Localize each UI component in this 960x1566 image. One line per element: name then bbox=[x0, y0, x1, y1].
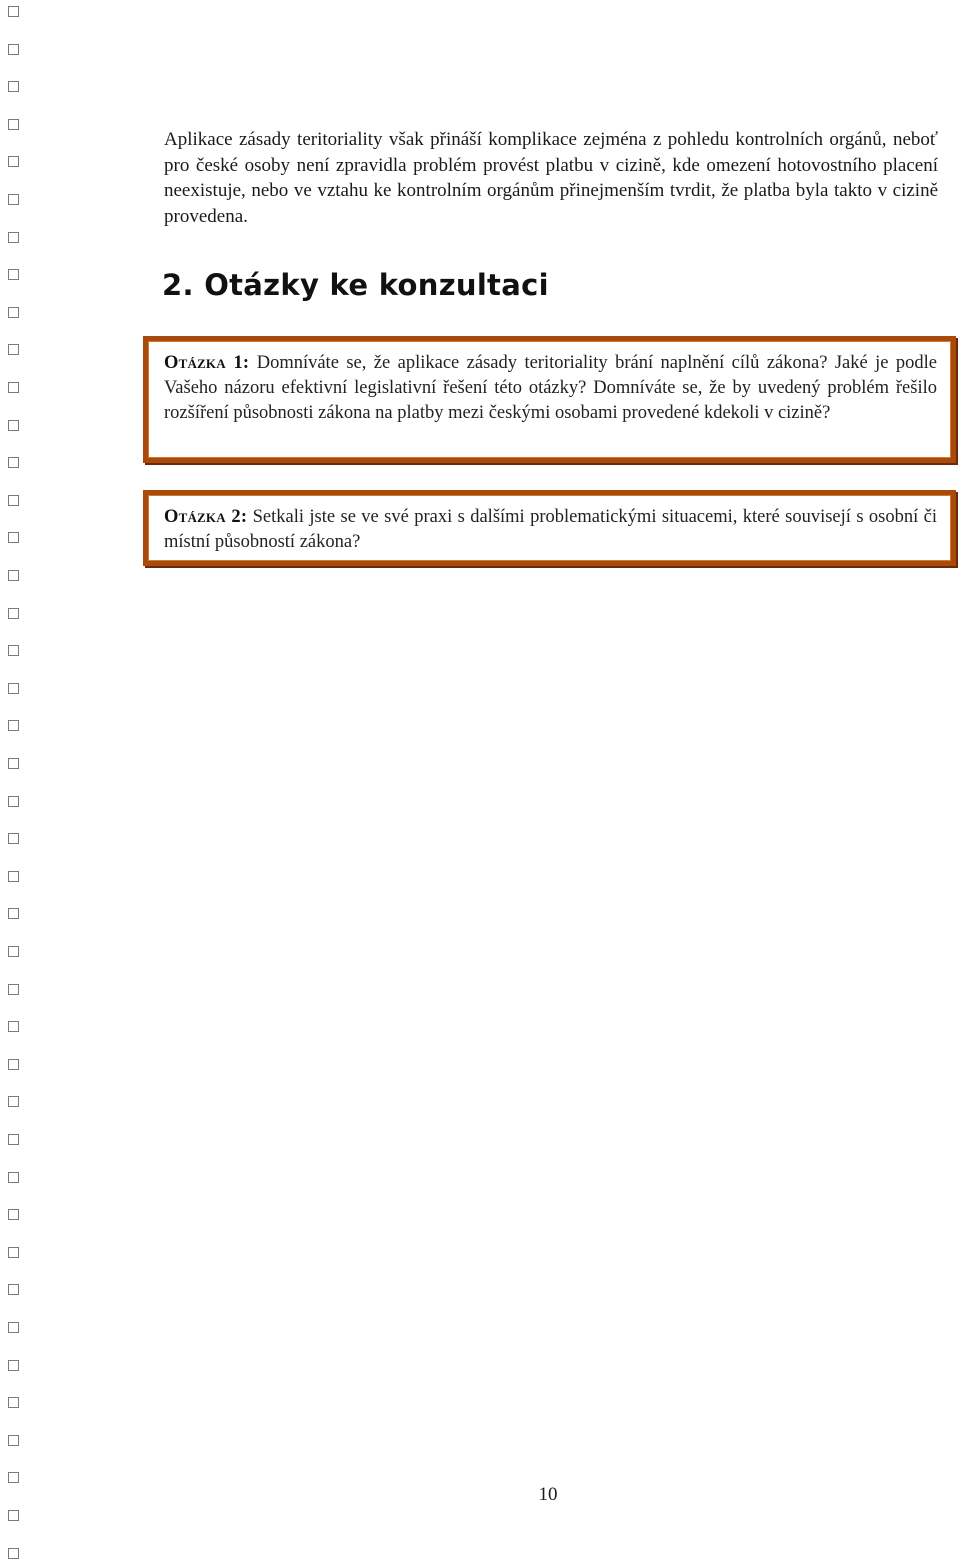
margin-square bbox=[8, 645, 19, 656]
margin-square bbox=[8, 232, 19, 243]
margin-square bbox=[8, 720, 19, 731]
margin-square bbox=[8, 1472, 19, 1483]
margin-square bbox=[8, 1397, 19, 1408]
margin-square bbox=[8, 532, 19, 543]
margin-square bbox=[8, 1059, 19, 1070]
margin-square bbox=[8, 81, 19, 92]
margin-square bbox=[8, 307, 19, 318]
margin-square bbox=[8, 1247, 19, 1258]
margin-square bbox=[8, 683, 19, 694]
margin-square bbox=[8, 457, 19, 468]
margin-square bbox=[8, 1134, 19, 1145]
margin-square bbox=[8, 608, 19, 619]
margin-bullet-column bbox=[0, 0, 30, 1566]
margin-square bbox=[8, 1209, 19, 1220]
margin-square bbox=[8, 871, 19, 882]
margin-square bbox=[8, 1322, 19, 1333]
margin-square bbox=[8, 156, 19, 167]
margin-square bbox=[8, 570, 19, 581]
margin-square bbox=[8, 796, 19, 807]
margin-square bbox=[8, 1435, 19, 1446]
margin-square bbox=[8, 44, 19, 55]
margin-square bbox=[8, 1360, 19, 1371]
page-number: 10 bbox=[538, 1484, 558, 1505]
question-1-body: Domníváte se, že aplikace zásady teritoriality brání naplnění cílů zákona? Jaké je podle Vašeho názoru efektivní legislativní řešení této otázky? Domníváte se, že by uvedený problém řešilo rozšíření působnosti zákona na platby mezi českými osobami provedené kdekoli v cizině? bbox=[164, 353, 938, 423]
margin-square bbox=[8, 382, 19, 393]
intro-paragraph: Aplikace zásady teritoriality však přináší komplikace zejména z pohledu kontrolních orgánů, neboť pro české osoby není zpravidla problém provést platbu v cizině, kde omezení hotovostního placení neexistuje, nebo ve vztahu ke kontrolním orgánům přinejmenším tvrdit, že platba byla takto v cizině provedena. bbox=[164, 129, 938, 227]
question-2-text bbox=[164, 505, 937, 555]
question-box-1 bbox=[143, 336, 956, 463]
margin-square bbox=[8, 1548, 19, 1559]
question-2-label: Otázka 2: bbox=[164, 507, 248, 527]
margin-square bbox=[8, 758, 19, 769]
margin-square bbox=[8, 344, 19, 355]
margin-square bbox=[8, 984, 19, 995]
margin-square bbox=[8, 194, 19, 205]
question-1-label: Otázka 1: bbox=[164, 353, 250, 373]
margin-square bbox=[8, 420, 19, 431]
section-heading: 2. Otázky ke konzultaci bbox=[162, 268, 549, 302]
margin-square bbox=[8, 1284, 19, 1295]
margin-square bbox=[8, 1021, 19, 1032]
margin-square bbox=[8, 833, 19, 844]
margin-square bbox=[8, 1096, 19, 1107]
margin-square bbox=[8, 1510, 19, 1521]
margin-square bbox=[8, 119, 19, 130]
margin-square bbox=[8, 908, 19, 919]
margin-square bbox=[8, 269, 19, 280]
question-2-body: Setkali jste se ve své praxi s dalšími problematickými situacemi, které souvisejí s osobní či místní působností zákona? bbox=[164, 507, 937, 552]
margin-square bbox=[8, 6, 19, 17]
margin-square bbox=[8, 495, 19, 506]
margin-square bbox=[8, 1172, 19, 1183]
question-1-text bbox=[164, 351, 937, 426]
margin-square bbox=[8, 946, 19, 957]
question-box-2 bbox=[143, 490, 956, 566]
